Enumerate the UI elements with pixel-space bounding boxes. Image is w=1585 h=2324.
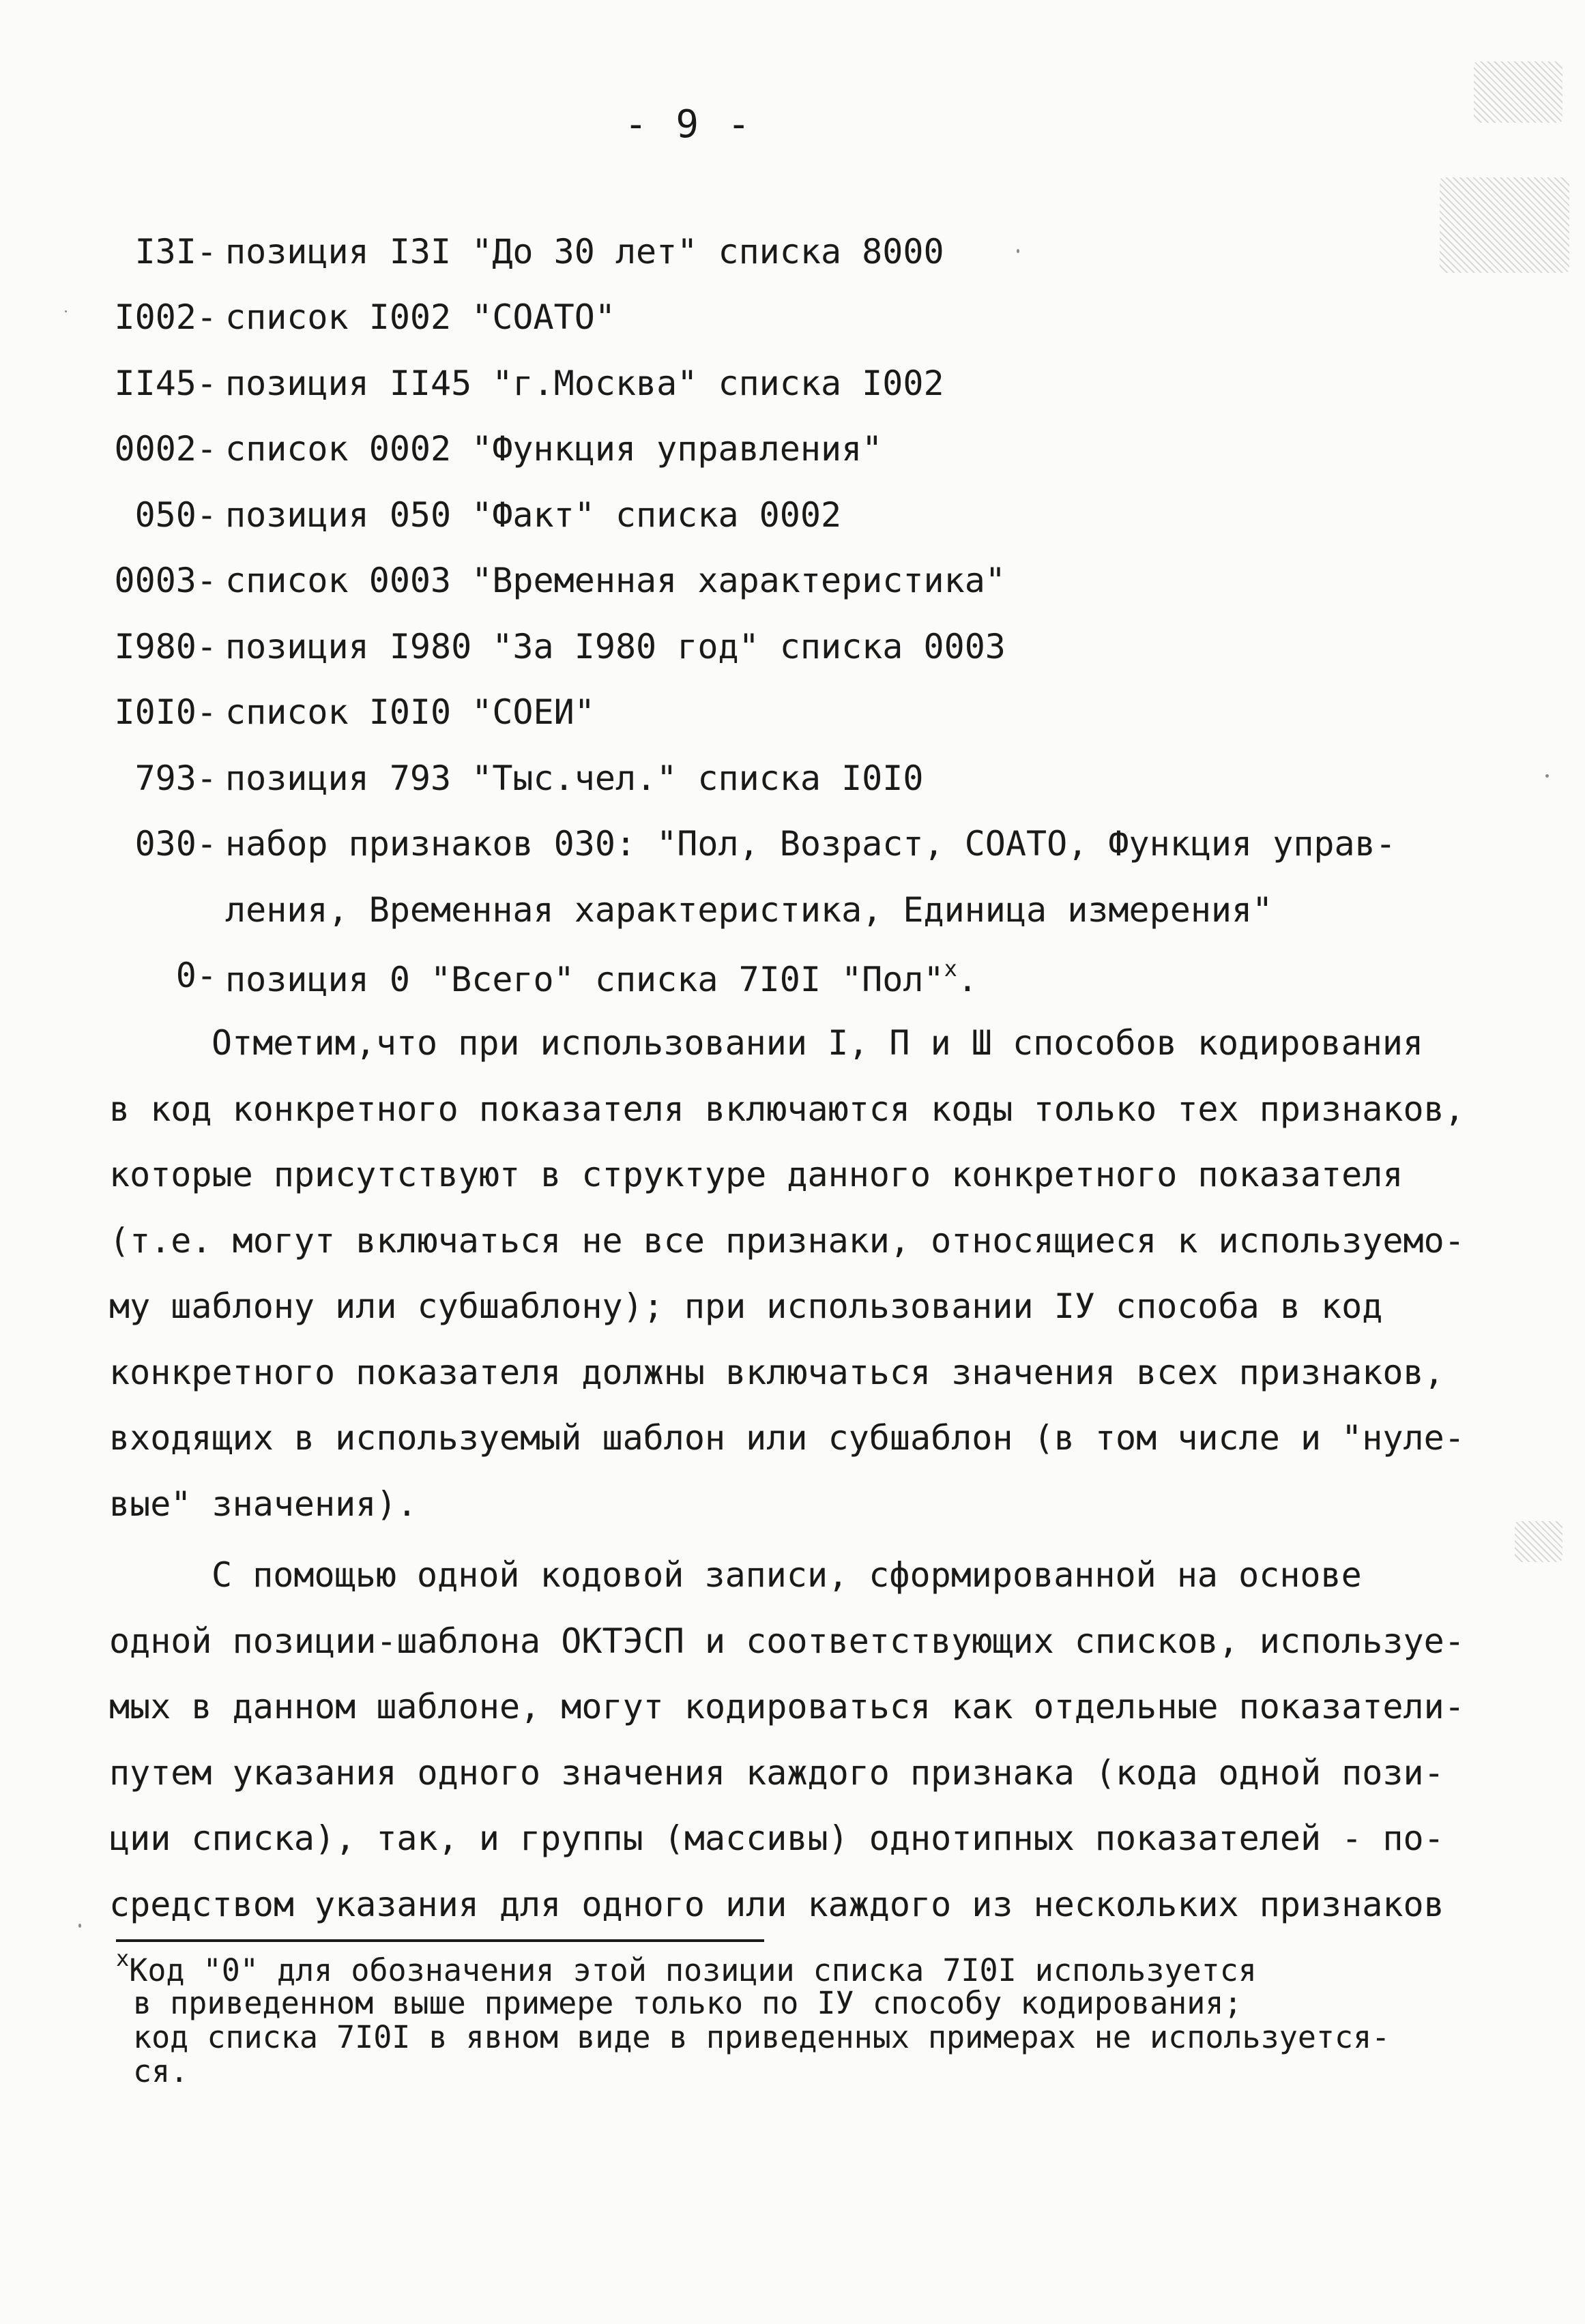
footnote-marker: x: [944, 956, 957, 982]
code-value: 0-: [175, 956, 217, 995]
footnote-divider: [116, 1939, 764, 1942]
scan-speck: [78, 1924, 81, 1928]
footnote-line: [116, 1945, 1257, 1988]
code-description: позиция 793 "Тыс.чел." списка I0I0: [225, 759, 924, 798]
code-value: 030-: [134, 824, 217, 864]
scan-speck: [1545, 774, 1549, 778]
code-description: [225, 956, 978, 999]
code-description: позиция I980 "За I980 год" списка 0003: [225, 627, 1006, 666]
code-description: набор признаков 030: "Пол, Возраст, СОАТО, Функция управ-: [225, 824, 1396, 864]
paragraph-2-line: ции списка), так, и группы (массивы) однотипных показателей - по-: [109, 1819, 1444, 1858]
paragraph-2-line: средством указания для одного или каждого из нескольких признаков: [109, 1885, 1444, 1924]
code-value: I0I0-: [114, 692, 217, 732]
footnote-marker: x: [116, 1945, 130, 1971]
scan-noise: [1440, 177, 1569, 273]
code-value: 0002-: [114, 429, 217, 469]
paragraph-1-line: (т.е. могут включаться не все признаки, относящиеся к используемо-: [109, 1221, 1465, 1261]
code-description-suffix: .: [957, 960, 978, 999]
paragraph-1-line: вые" значения).: [109, 1484, 418, 1524]
paragraph-1-line: которые присутствуют в структуре данного конкретного показателя: [109, 1155, 1404, 1194]
code-description: позиция 050 "Факт" списка 0002: [225, 495, 842, 535]
paragraph-2-line: одной позиции-шаблона ОКТЭСП и соответствующих списков, используе-: [109, 1621, 1465, 1661]
code-description: ления, Временная характеристика, Единица измерения": [225, 890, 1273, 930]
code-description: список 0002 "Функция управления": [225, 429, 883, 469]
paragraph-2-line: мых в данном шаблоне, могут кодироваться как отдельные показатели-: [109, 1687, 1465, 1726]
code-value: 793-: [134, 759, 217, 798]
code-value: I980-: [114, 627, 217, 666]
code-value: I002-: [114, 297, 217, 337]
paragraph-1-line: му шаблону или субшаблону); при использовании IУ способа в код: [109, 1286, 1383, 1326]
code-description: список I0I0 "СОЕИ": [225, 692, 595, 732]
paragraph-1-line: входящих в используемый шаблон или субшаблон (в том числе и "нуле-: [109, 1418, 1465, 1458]
code-description: список I002 "СОАТО": [225, 297, 615, 337]
footnote-line: код списка 7I0I в явном виде в приведенных примерах не используется-: [133, 2019, 1391, 2055]
paragraph-2-line: путем указания одного значения каждого признака (кода одной пози-: [109, 1753, 1444, 1793]
footnote-line: ся.: [133, 2053, 189, 2089]
page-number: - 9 -: [624, 102, 753, 147]
code-value: 0003-: [114, 561, 217, 600]
code-value: II45-: [114, 364, 217, 403]
code-description: список 0003 "Временная характеристика": [225, 561, 1006, 600]
paragraph-2-line: С помощью одной кодовой записи, сформированной на основе: [212, 1555, 1362, 1595]
paragraph-1-line: в код конкретного показателя включаются коды только тех признаков,: [109, 1089, 1465, 1129]
scan-speck: [1017, 249, 1019, 253]
footnote-text: Код "0" для обозначения этой позиции списка 7I0I используется: [129, 1952, 1257, 1988]
scan-noise: [1474, 61, 1562, 123]
scan-speck: [65, 310, 67, 312]
footnote-line: в приведенном выше примере только по IУ способу кодирования;: [133, 1985, 1242, 2021]
code-value: I3I-: [134, 232, 217, 271]
code-value: 050-: [134, 495, 217, 535]
code-description: позиция II45 "г.Москва" списка I002: [225, 364, 944, 403]
paragraph-1-line: конкретного показателя должны включаться значения всех признаков,: [109, 1353, 1444, 1392]
paragraph-1-line: Отметим,что при использовании I, П и Ш способов кодирования: [212, 1023, 1424, 1063]
scan-noise: [1515, 1521, 1562, 1562]
code-description: позиция I3I "До 30 лет" списка 8000: [225, 232, 944, 271]
code-description-text: позиция 0 "Всего" списка 7I0I "Пол": [225, 960, 944, 999]
